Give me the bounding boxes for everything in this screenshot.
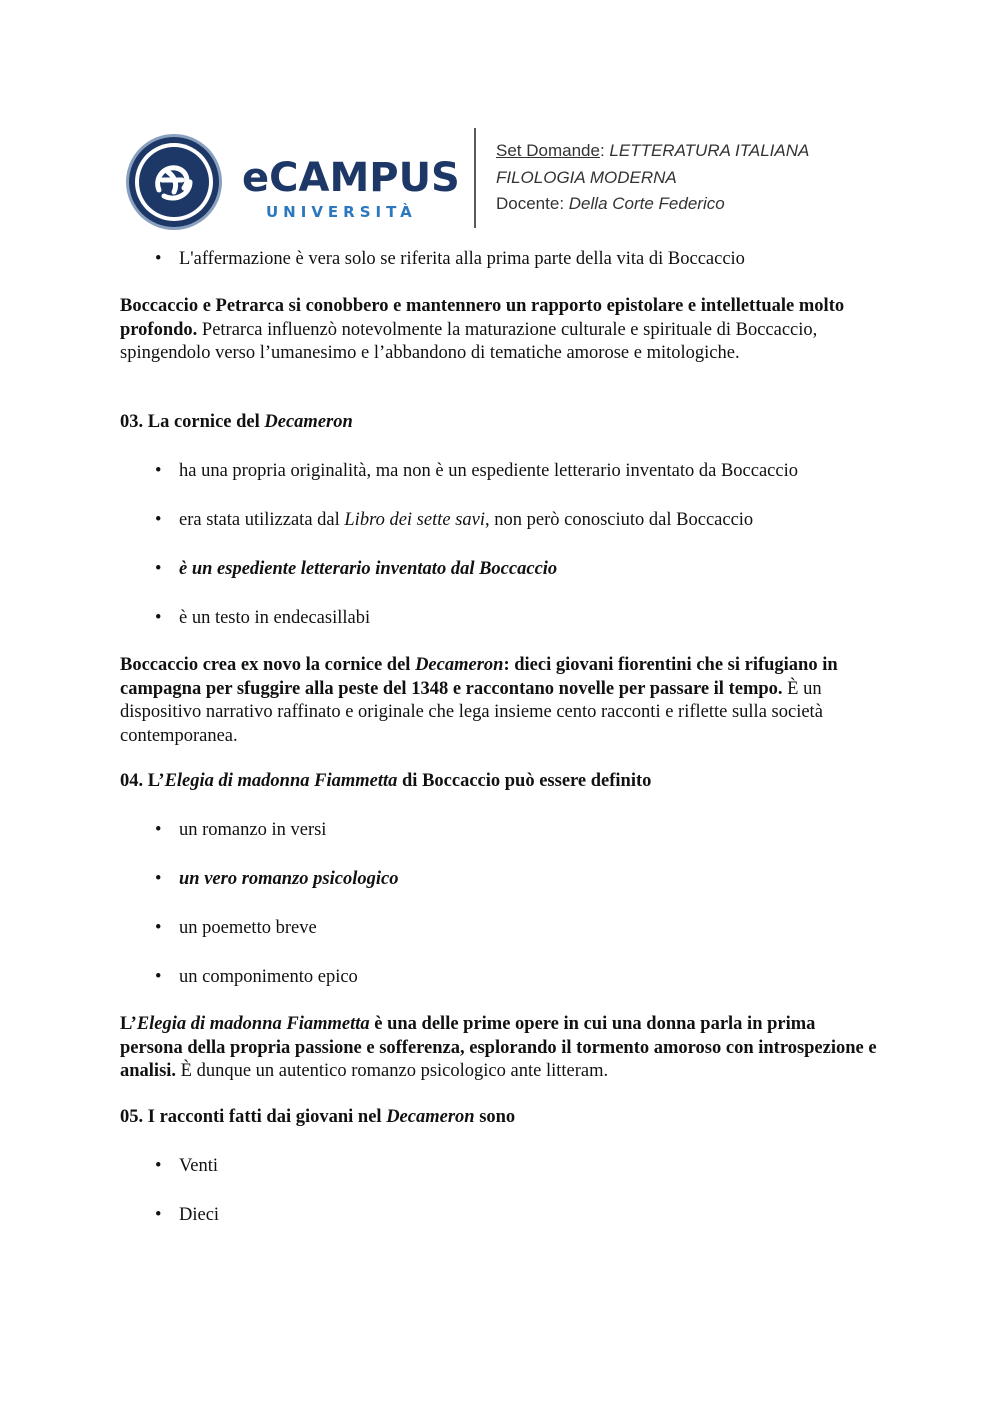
- header-divider: [474, 128, 476, 228]
- list-item: • Venti: [155, 1156, 219, 1176]
- set-line: Set Domande: LETTERATURA ITALIANA: [496, 141, 810, 160]
- question-05-title: 05. I racconti fatti dai giovani nel Decameron sono: [120, 1107, 516, 1127]
- explanation-paragraph: Boccaccio crea ex novo la cornice del Decameron: dieci giovani fiorentini che si rifugiano in campagna per sfuggire alla peste del 1348 e raccontano novelle per passare il tempo. È un dispositivo narrativo raffinato e originale che lega insieme cento racconti e riflette sulla società contemporanea.: [120, 655, 838, 746]
- ecampus-wordmark: [242, 155, 472, 228]
- list-item-correct: • un vero romanzo psicologico: [155, 869, 399, 889]
- set-value: LETTERATURA ITALIANA: [609, 141, 810, 160]
- course-line: [496, 165, 809, 192]
- question-03-title: 03. La cornice del Decameron: [120, 412, 353, 432]
- ecampus-seal-logo: [124, 132, 224, 232]
- explanation-paragraph: L’Elegia di madonna Fiammetta è una delle prime opere in cui una donna parla in prima persona della propria passione e sofferenza, esplorando il tormento amoroso con introspezione e analisi. È dunque un autentico romanzo psicologico ante litteram.: [120, 1014, 877, 1081]
- set-label: Set Domande: [496, 141, 600, 160]
- teacher-label: Docente: [496, 194, 560, 213]
- list-item: • ha una propria originalità, ma non è un espediente letterario inventato da Boccaccio: [155, 461, 798, 481]
- document-header: [124, 128, 884, 232]
- list-item: • un componimento epico: [155, 967, 358, 987]
- list-item: • un poemetto breve: [155, 918, 317, 938]
- list-item: • Dieci: [155, 1205, 220, 1225]
- list-item: • è un testo in endecasillabi: [155, 608, 371, 628]
- list-item: • era stata utilizzata dal Libro dei sette savi, non però conosciuto dal Boccaccio: [155, 510, 754, 530]
- logo-main-text: eCAMPUS: [242, 155, 460, 201]
- question-04-title: 04. L’Elegia di madonna Fiammetta di Boccaccio può essere definito: [120, 771, 652, 791]
- explanation-paragraph: Boccaccio e Petrarca si conobbero e mantennero un rapporto epistolare e intellettuale molto profondo. Petrarca influenzò notevolmente la maturazione culturale e spirituale di Boccaccio, spingendolo verso l’umanesimo e l’abbandono di tematiche amorose e mitologiche.: [120, 296, 845, 363]
- course-value: FILOLOGIA MODERNA: [496, 167, 677, 187]
- teacher-value: Della Corte Federico: [568, 194, 725, 213]
- list-item-correct: • è un espediente letterario inventato dal Boccaccio: [155, 559, 558, 579]
- list-item: • un romanzo in versi: [155, 820, 327, 840]
- header-info: [496, 138, 809, 218]
- logo-sub-text: UNIVERSITÀ: [266, 203, 417, 221]
- teacher-line: Docente: Della Corte Federico: [496, 194, 725, 213]
- list-item: • L'affermazione è vera solo se riferita alla prima parte della vita di Boccaccio: [155, 249, 745, 269]
